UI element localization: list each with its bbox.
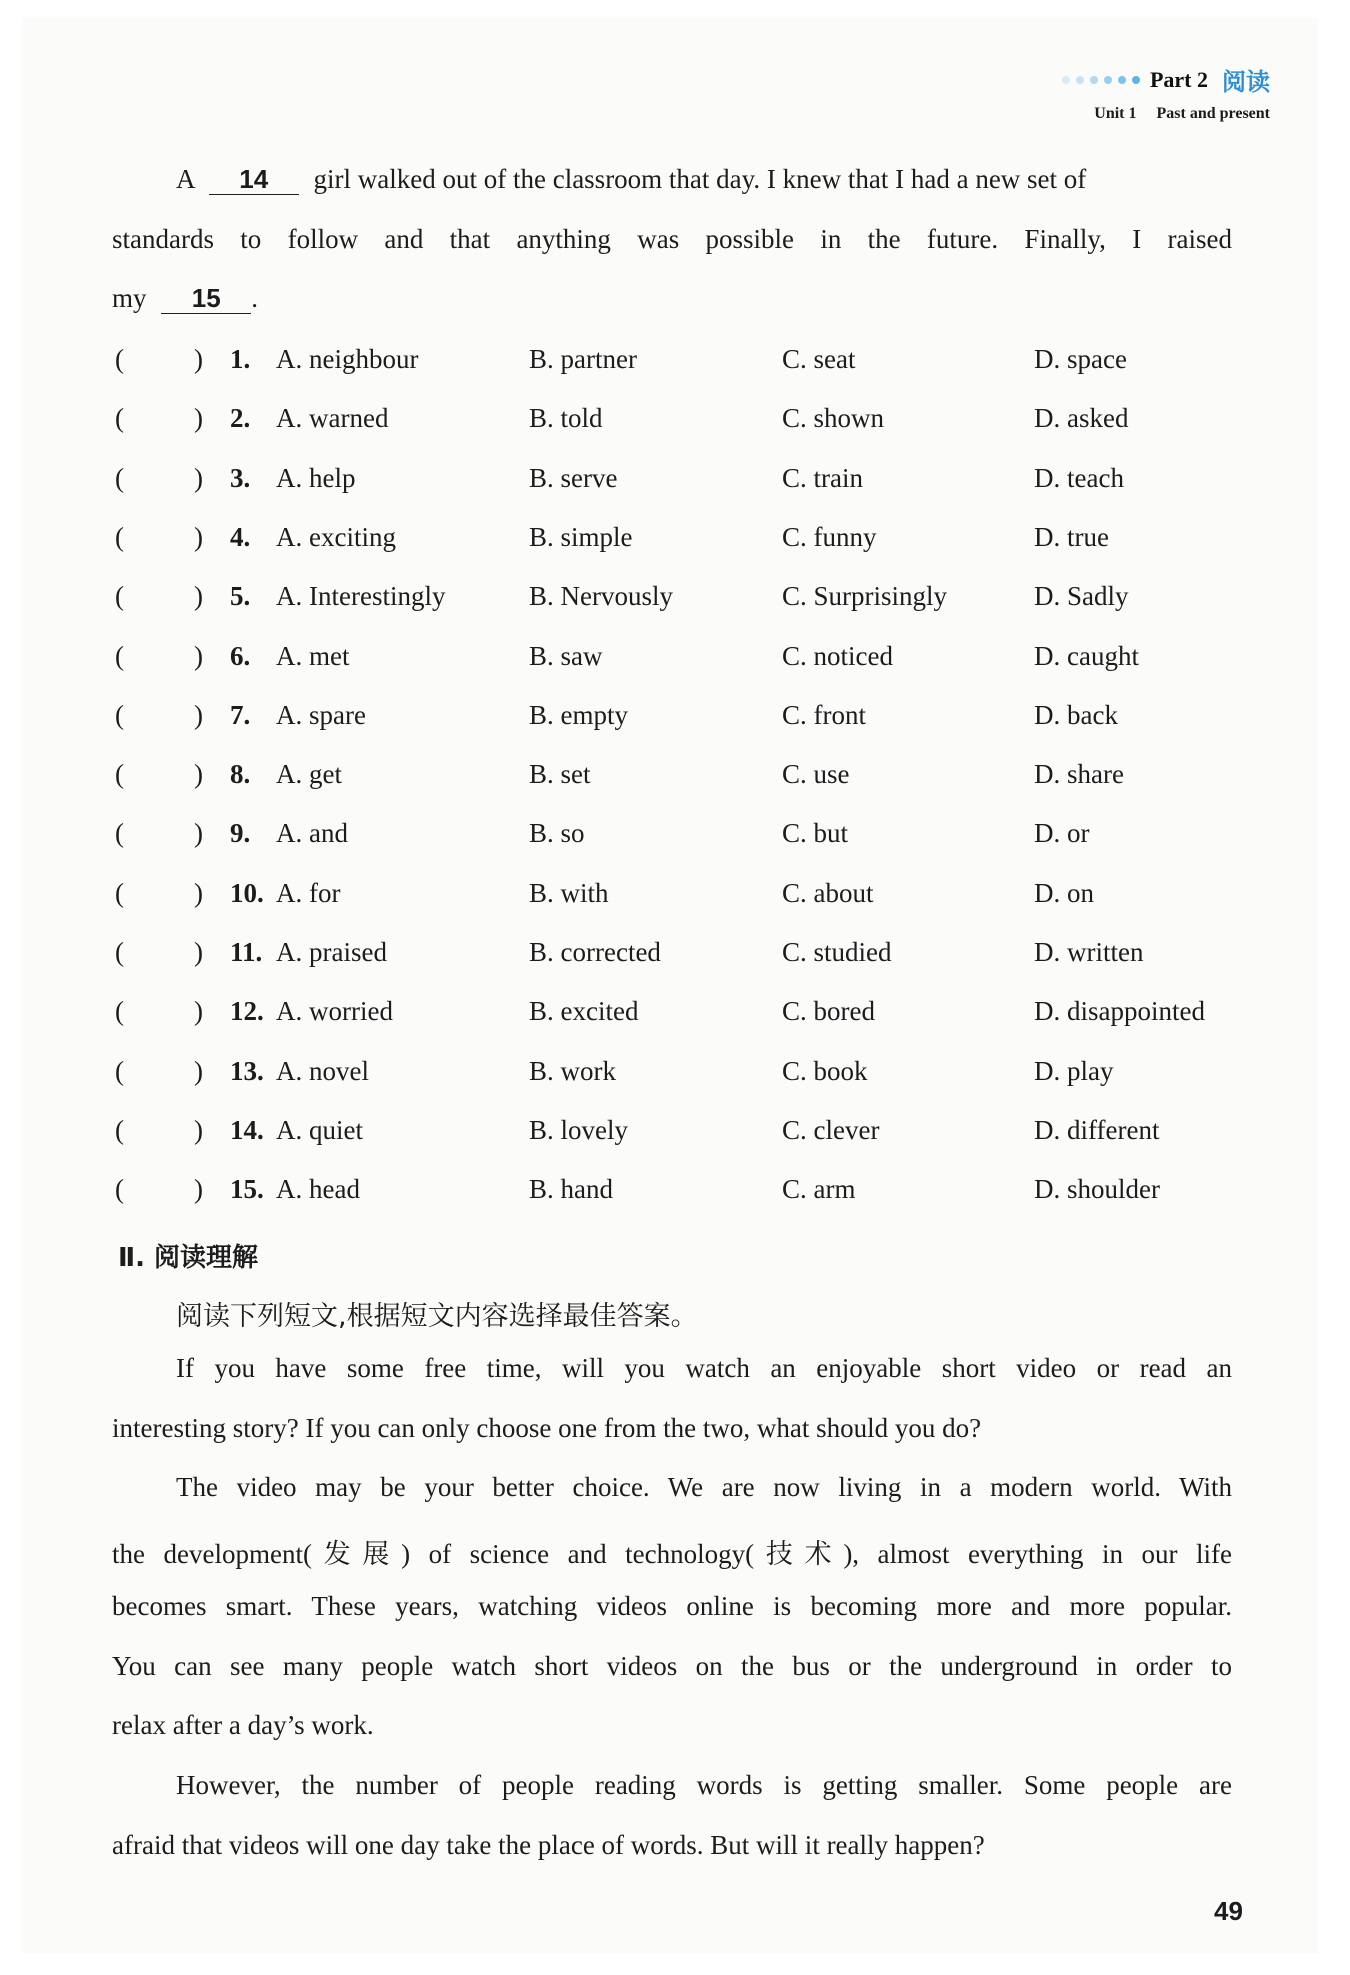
option-b: B. saw (529, 640, 603, 671)
unit-title: Past and present (1156, 105, 1270, 122)
question-number: 9. (230, 818, 251, 849)
option-c: C. seat (782, 344, 856, 374)
option-d: D. shoulder (1034, 1174, 1160, 1205)
answer-paren-close: ) (194, 462, 203, 493)
option-a: A. and (276, 818, 348, 849)
option-b: B. serve (529, 462, 618, 493)
unit-label: Unit 1 (1094, 105, 1137, 122)
question-number: 15. (230, 1174, 264, 1205)
answer-paren-close: ) (194, 996, 203, 1027)
option-a: A. neighbour (276, 344, 419, 374)
question-row (112, 700, 1252, 740)
passage-line: The video may be your better choice. We are now living in a modern world. With (176, 1472, 1232, 1502)
option-c: C. about (782, 877, 874, 908)
answer-paren-open[interactable]: ( (115, 344, 124, 374)
option-a: A. met (276, 640, 350, 671)
answer-paren-open[interactable]: ( (115, 937, 124, 967)
question-row (112, 759, 1252, 799)
option-d: D. teach (1034, 462, 1124, 493)
passage-line: interesting story? If you can only choose one from the two, what should you do? (112, 1413, 982, 1443)
question-row (112, 818, 1252, 858)
question-number: 13. (230, 1055, 264, 1086)
question-number: 14. (230, 1114, 264, 1145)
question-row (112, 996, 1252, 1036)
option-c: C. but (782, 818, 849, 849)
option-d: D. space (1034, 344, 1127, 374)
option-a: A. for (276, 877, 341, 908)
passage-line: If you have some free time, will you watch an enjoyable short video or read an (176, 1353, 1232, 1383)
cloze-text: . (251, 283, 259, 313)
unit-line (1062, 105, 1270, 123)
passage-line: the development(发展) of science and technology(技术), almost everything in our life (112, 1539, 1232, 1569)
option-a: A. spare (276, 699, 366, 730)
option-b: B. Nervously (529, 581, 673, 612)
option-a: A. novel (276, 1055, 369, 1086)
answer-paren-close: ) (194, 581, 203, 612)
answer-paren-open[interactable]: ( (115, 581, 124, 612)
question-number: 6. (230, 640, 251, 671)
question-number: 11. (230, 937, 263, 967)
option-a: A. head (276, 1174, 360, 1205)
option-c: C. clever (782, 1114, 880, 1145)
option-c: C. bored (782, 996, 875, 1027)
cloze-line-1 (176, 164, 1232, 195)
option-d: D. different (1034, 1114, 1160, 1145)
option-c: C. shown (782, 403, 885, 434)
question-row (112, 581, 1252, 621)
blank-15: 15 (161, 283, 251, 314)
question-row (112, 344, 1252, 384)
option-d: D. asked (1034, 403, 1129, 434)
question-number: 12. (230, 996, 264, 1027)
section-label: 阅读 (1222, 68, 1270, 96)
question-number: 5. (230, 581, 251, 612)
option-a: A. quiet (276, 1114, 363, 1145)
answer-paren-close: ) (194, 877, 203, 908)
option-a: A. worried (276, 996, 393, 1027)
answer-paren-close: ) (194, 521, 203, 552)
option-d: D. share (1034, 759, 1124, 790)
question-row (112, 403, 1252, 443)
option-a: A. warned (276, 403, 389, 434)
dot-icon (1076, 76, 1084, 84)
option-b: B. set (529, 759, 591, 790)
option-c: C. funny (782, 521, 877, 552)
header-top-line (1062, 62, 1270, 97)
passage-line: However, the number of people reading words is getting smaller. Some people are (176, 1770, 1232, 1800)
option-d: D. caught (1034, 640, 1139, 671)
question-row (112, 641, 1252, 681)
option-b: B. empty (529, 699, 628, 730)
option-a: A. exciting (276, 521, 396, 552)
option-b: B. lovely (529, 1114, 628, 1145)
answer-paren-close: ) (194, 699, 203, 730)
cloze-text: girl walked out of the classroom that day. I knew that I had a new set of (313, 164, 1087, 194)
page-number: 49 (1214, 1896, 1243, 1926)
cloze-text: my (112, 283, 147, 313)
instruction-text: 阅读下列短文,根据短文内容选择最佳答案。 (176, 1301, 698, 1332)
cloze-text: A (176, 164, 195, 194)
option-b: B. work (529, 1055, 616, 1086)
option-c: C. arm (782, 1174, 856, 1205)
question-number: 4. (230, 521, 251, 552)
option-d: D. back (1034, 699, 1118, 730)
section-heading: Ⅱ. 阅读理解 (118, 1243, 259, 1273)
option-c: C. train (782, 462, 863, 493)
answer-paren-open[interactable]: ( (115, 1055, 124, 1086)
option-b: B. corrected (529, 937, 661, 967)
option-d: D. disappointed (1034, 996, 1205, 1027)
option-c: C. studied (782, 937, 892, 967)
answer-paren-close: ) (194, 818, 203, 849)
dot-icon (1062, 76, 1070, 84)
passage-line: You can see many people watch short videos on the bus or the underground in order to (112, 1651, 1232, 1681)
answer-paren-open[interactable]: ( (115, 462, 124, 493)
part-label: Part 2 (1149, 66, 1208, 92)
decorative-dots (1062, 76, 1140, 84)
option-c: C. book (782, 1055, 868, 1086)
option-d: D. Sadly (1034, 581, 1129, 612)
question-number: 8. (230, 759, 251, 790)
option-a: A. get (276, 759, 342, 790)
option-b: B. partner (529, 344, 637, 374)
answer-paren-open[interactable]: ( (115, 640, 124, 671)
answer-paren-open[interactable]: ( (115, 699, 124, 730)
question-row (112, 1115, 1252, 1155)
option-c: C. use (782, 759, 850, 790)
option-c: C. front (782, 699, 866, 730)
answer-paren-open[interactable]: ( (115, 521, 124, 552)
option-c: C. noticed (782, 640, 893, 671)
answer-paren-open[interactable]: ( (115, 818, 124, 849)
answer-paren-open[interactable]: ( (115, 877, 124, 908)
option-d: D. true (1034, 521, 1109, 552)
question-row (112, 1056, 1252, 1096)
option-b: B. hand (529, 1174, 613, 1205)
answer-paren-close: ) (194, 937, 203, 967)
option-a: A. Interestingly (276, 581, 446, 612)
option-d: D. written (1034, 937, 1144, 967)
question-row (112, 463, 1252, 503)
cloze-line-3 (112, 283, 1232, 314)
answer-paren-open[interactable]: ( (115, 403, 124, 434)
answer-paren-close: ) (194, 344, 203, 374)
option-b: B. so (529, 818, 585, 849)
dot-icon (1090, 76, 1098, 84)
question-number: 2. (230, 403, 251, 434)
page-header (1062, 62, 1270, 123)
passage-line: becomes smart. These years, watching videos online is becoming more and more popular. (112, 1591, 1232, 1621)
option-a: A. help (276, 462, 356, 493)
option-d: D. or (1034, 818, 1090, 849)
question-row (112, 1174, 1252, 1214)
passage-line: relax after a day’s work. (112, 1710, 374, 1740)
answer-paren-close: ) (194, 1055, 203, 1086)
answer-paren-open[interactable]: ( (115, 759, 124, 790)
answer-paren-open[interactable]: ( (115, 1114, 124, 1145)
question-number: 3. (230, 462, 251, 493)
answer-paren-open[interactable]: ( (115, 996, 124, 1027)
question-number: 7. (230, 699, 251, 730)
cloze-line-2: standards to follow and that anything was possible in the future. Finally, I raised (112, 224, 1232, 254)
option-b: B. simple (529, 521, 633, 552)
option-b: B. with (529, 877, 609, 908)
answer-paren-close: ) (194, 1114, 203, 1145)
question-row (112, 937, 1252, 977)
answer-paren-close: ) (194, 1174, 203, 1205)
passage-line: afraid that videos will one day take the place of words. But will it really happen? (112, 1830, 985, 1860)
question-row (112, 522, 1252, 562)
option-d: D. play (1034, 1055, 1114, 1086)
answer-paren-close: ) (194, 403, 203, 434)
option-b: B. excited (529, 996, 639, 1027)
dot-icon (1132, 76, 1140, 84)
answer-paren-close: ) (194, 759, 203, 790)
option-c: C. Surprisingly (782, 581, 948, 612)
answer-paren-close: ) (194, 640, 203, 671)
answer-paren-open[interactable]: ( (115, 1174, 124, 1205)
question-number: 10. (230, 877, 264, 908)
question-number: 1. (230, 344, 251, 374)
option-a: A. praised (276, 937, 387, 967)
question-row (112, 878, 1252, 918)
option-b: B. told (529, 403, 603, 434)
dot-icon (1118, 76, 1126, 84)
option-d: D. on (1034, 877, 1094, 908)
dot-icon (1104, 76, 1112, 84)
blank-14: 14 (209, 164, 299, 195)
